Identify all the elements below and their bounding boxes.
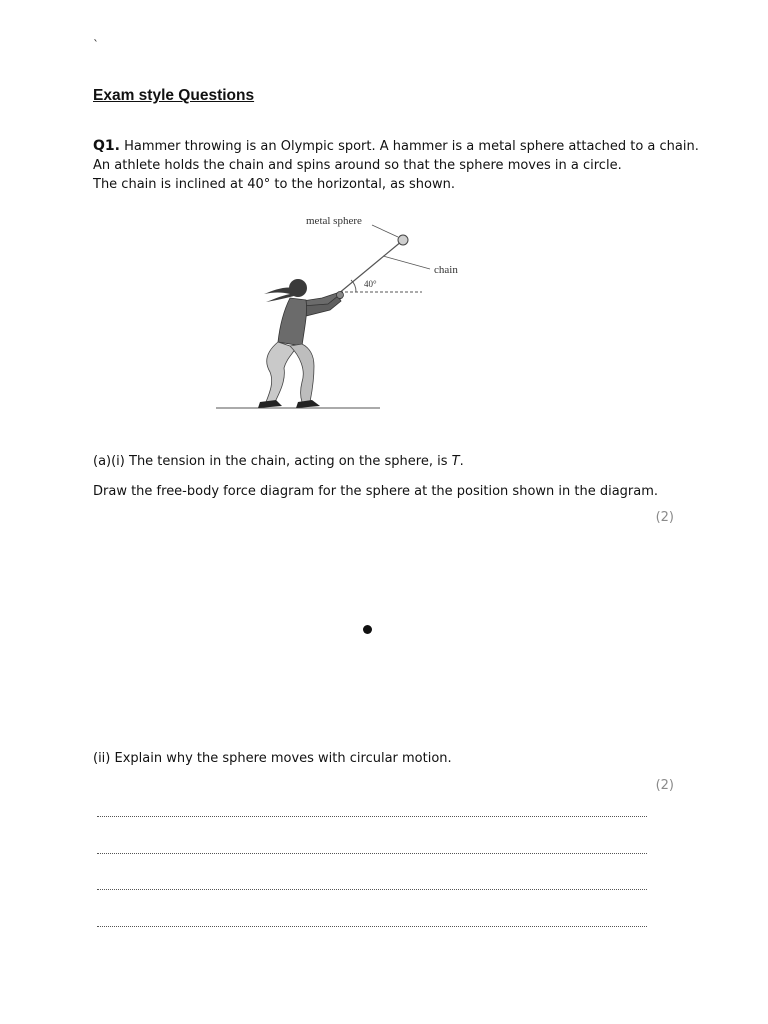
label-angle: 40° xyxy=(364,279,377,289)
part-a-i-suffix: . xyxy=(459,454,464,469)
chain-leader-line xyxy=(383,256,430,269)
question-1-line-1 xyxy=(93,137,703,156)
answer-line[interactable] xyxy=(97,889,647,890)
question-1-line-3: The chain is inclined at 40° to the horizontal, as shown. xyxy=(93,177,455,192)
part-a-i-instruction: Draw the free-body force diagram for the sphere at the position shown in the diagram. xyxy=(93,484,659,499)
question-number: Q1. xyxy=(93,138,120,154)
label-metal-sphere: metal sphere xyxy=(306,215,362,227)
part-a-i-marks: (2) xyxy=(655,510,674,525)
question-1-line-2: An athlete holds the chain and spins around so that the sphere moves in a circle. xyxy=(93,158,622,173)
metal-sphere xyxy=(398,235,408,245)
answer-line[interactable] xyxy=(97,926,647,927)
answer-line[interactable] xyxy=(97,853,647,854)
stray-mark: ` xyxy=(93,38,99,52)
part-a-ii-question: (ii) Explain why the sphere moves with circular motion. xyxy=(93,751,452,766)
label-chain: chain xyxy=(434,264,458,276)
sphere-leader-line xyxy=(372,225,398,237)
tension-symbol: T xyxy=(451,454,460,469)
hammer-throw-diagram xyxy=(210,206,480,416)
athlete-figure xyxy=(258,279,344,408)
part-a-ii-marks: (2) xyxy=(655,778,674,793)
part-a-i-question xyxy=(93,452,464,471)
question-1-text-1: Hammer throwing is an Olympic sport. A hammer is a metal sphere attached to a chain. xyxy=(124,139,699,154)
page-title: Exam style Questions xyxy=(93,87,255,104)
question-1-intro xyxy=(93,137,703,194)
answer-line[interactable] xyxy=(97,816,647,817)
part-a-i-prefix: (a)(i) The tension in the chain, acting on the sphere, is xyxy=(93,454,452,469)
sphere-dot xyxy=(363,625,372,634)
